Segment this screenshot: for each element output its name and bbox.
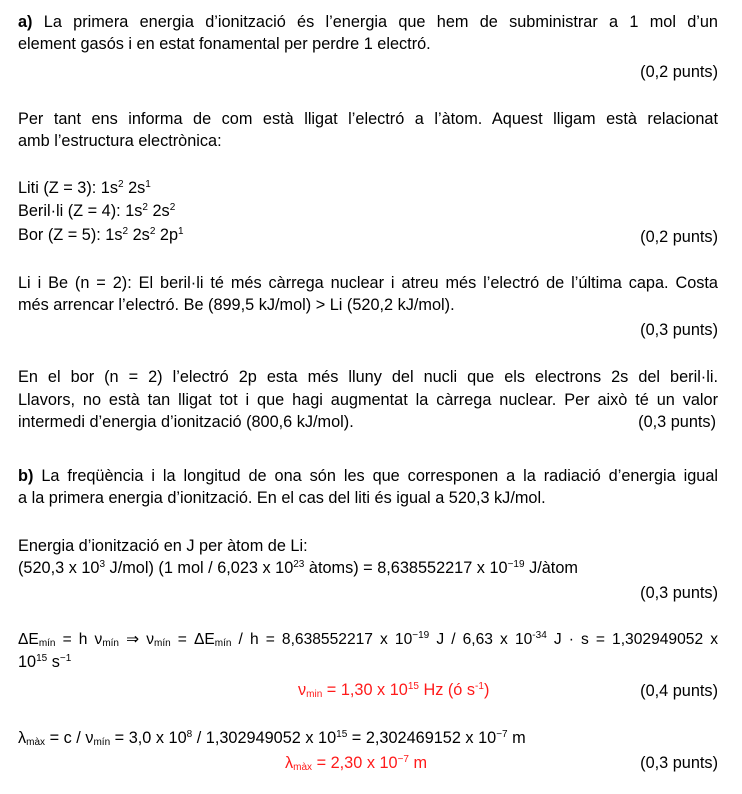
equation-energy [18, 557, 578, 579]
result-frequency [298, 679, 489, 701]
eq-part: ν [298, 681, 307, 699]
points-3: (0,3 punts) [640, 321, 718, 339]
config-liti [18, 177, 151, 199]
eq-sub: min [306, 689, 323, 700]
eq-sub: màx [293, 762, 313, 773]
part-a-intro-line-2: element gasós i en estat fonamental per perdre 1 electró. [18, 35, 431, 53]
eq-part: = 2,30 x 10 [312, 754, 398, 772]
eq-part: m [507, 729, 526, 747]
points-1: (0,2 punts) [640, 63, 718, 81]
equation-frequency [18, 629, 718, 651]
part-a-label: a) [18, 13, 33, 31]
part-a-p3-line-1: Li i Be (n = 2): El beril·li té més càrrega nuclear i atreu més l’electró de l’última capa. Costa [18, 274, 718, 292]
config-berilli [18, 200, 175, 222]
eq-part: = c / ν [45, 729, 94, 747]
eq-exp: -1 [475, 681, 484, 692]
eq-exp: 8 [186, 729, 193, 740]
eq-sub: mín [102, 638, 119, 649]
part-a-p4-line-2: Llavors, no està tan lligat tot i que hagi augmentat la càrrega nuclear. Per això té un valor [18, 391, 718, 409]
eq-sub: mín [93, 737, 111, 748]
part-a-p2-line-2: amb l’estructura electrònica: [18, 132, 222, 150]
eq-part: λ [285, 754, 294, 772]
part-a-intro-line-1 [18, 11, 718, 33]
config-orbital: 2s [123, 179, 146, 197]
eq-exp: -34 [532, 630, 547, 641]
eq-part: ΔE [18, 631, 39, 648]
points-5: (0,3 punts) [640, 584, 718, 602]
config-exp: 2 [117, 179, 124, 190]
config-exp: 2 [149, 226, 156, 237]
eq-sub: mín [154, 638, 171, 649]
eq-part: J / 6,63 x 10 [429, 631, 533, 648]
part-b-label: b) [18, 467, 34, 485]
config-orbital: 2s [147, 202, 170, 220]
eq-part: m [409, 754, 428, 772]
eq-part: / 1,302949052 x 10 [192, 729, 337, 747]
eq-exp: 3 [99, 559, 106, 570]
eq-exp: −1 [59, 653, 72, 664]
eq-exp: 15 [36, 653, 48, 664]
points-4: (0,3 punts) [638, 413, 716, 431]
eq-exp: −7 [397, 754, 409, 765]
eq-part: / h = 8,638552217 x 10 [231, 631, 413, 648]
config-label: Liti (Z = 3): 1s [18, 179, 118, 197]
eq-exp: −19 [412, 630, 430, 641]
eq-sub: màx [26, 737, 46, 748]
points-7: (0,3 punts) [640, 754, 718, 772]
part-b-intro-line-1 [18, 465, 718, 487]
points-2: (0,2 punts) [640, 228, 718, 246]
part-b-intro-text: La freqüència i la longitud de ona són les que corresponen a la radiació d’energia igual [41, 467, 719, 485]
part-a-p4-line-1: En el bor (n = 2) l’electró 2p esta més lluny del nucli que els electrons 2s del beril·li. [18, 368, 718, 386]
config-exp: 1 [145, 179, 151, 190]
config-exp: 2 [169, 202, 176, 213]
eq-sub: mín [38, 638, 56, 649]
eq-exp: −19 [507, 559, 525, 570]
energy-title: Energia d’ionització en J per àtom de Li: [18, 537, 308, 555]
eq-part: ) [483, 681, 490, 699]
result-wavelength [285, 752, 427, 774]
part-a-p3-line-2: més arrencar l’electró. Be (899,5 kJ/mol) > Li (520,2 kJ/mol). [18, 296, 455, 314]
points-6: (0,4 punts) [640, 682, 718, 700]
config-orbital: 2s [128, 226, 150, 244]
eq-part: (520,3 x 10 [18, 559, 100, 577]
eq-part: àtoms) = 8,638552217 x 10 [304, 559, 508, 577]
eq-part: s [47, 653, 60, 671]
eq-exp: −7 [496, 729, 508, 740]
eq-part: = h ν [55, 631, 103, 648]
eq-part: λ [18, 729, 27, 747]
equation-frequency-line-2 [18, 651, 71, 673]
eq-part: = ΔE [170, 631, 215, 648]
part-b-intro-line-2: a la primera energia d’ionització. En el cas del liti és igual a 520,3 kJ/mol. [18, 489, 546, 507]
eq-part: Hz (ó s [418, 681, 476, 699]
config-bor [18, 224, 184, 246]
config-exp: 2 [122, 226, 129, 237]
eq-part: J/àtom [524, 559, 578, 577]
config-label: Bor (Z = 5): 1s [18, 226, 123, 244]
eq-part: = 3,0 x 10 [110, 729, 187, 747]
eq-part: 10 [18, 653, 37, 671]
eq-part: = 1,30 x 10 [322, 681, 408, 699]
eq-sub: mín [214, 638, 232, 649]
equation-wavelength [18, 727, 526, 749]
eq-part: J/mol) (1 mol / 6,023 x 10 [105, 559, 294, 577]
eq-exp: 15 [336, 729, 348, 740]
config-orbital: 2p [155, 226, 179, 244]
eq-part: ⇒ ν [119, 631, 155, 648]
eq-part: J · s = 1,302949052 x [546, 631, 718, 648]
config-label: Beril·li (Z = 4): 1s [18, 202, 143, 220]
eq-part: = 2,302469152 x 10 [347, 729, 497, 747]
config-exp: 1 [178, 226, 184, 237]
part-a-intro-text: La primera energia d’ionització és l’energia que hem de subministrar a 1 mol d’un [43, 13, 718, 31]
part-a-p2-line-1: Per tant ens informa de com està lligat l’electró a l’àtom. Aquest lligam està relacionat [18, 110, 718, 128]
part-a-p4-line-3: intermedi d’energia d’ionització (800,6 kJ/mol). [18, 413, 354, 431]
eq-exp: 15 [407, 681, 419, 692]
config-exp: 2 [142, 202, 148, 213]
eq-exp: 23 [293, 559, 305, 570]
